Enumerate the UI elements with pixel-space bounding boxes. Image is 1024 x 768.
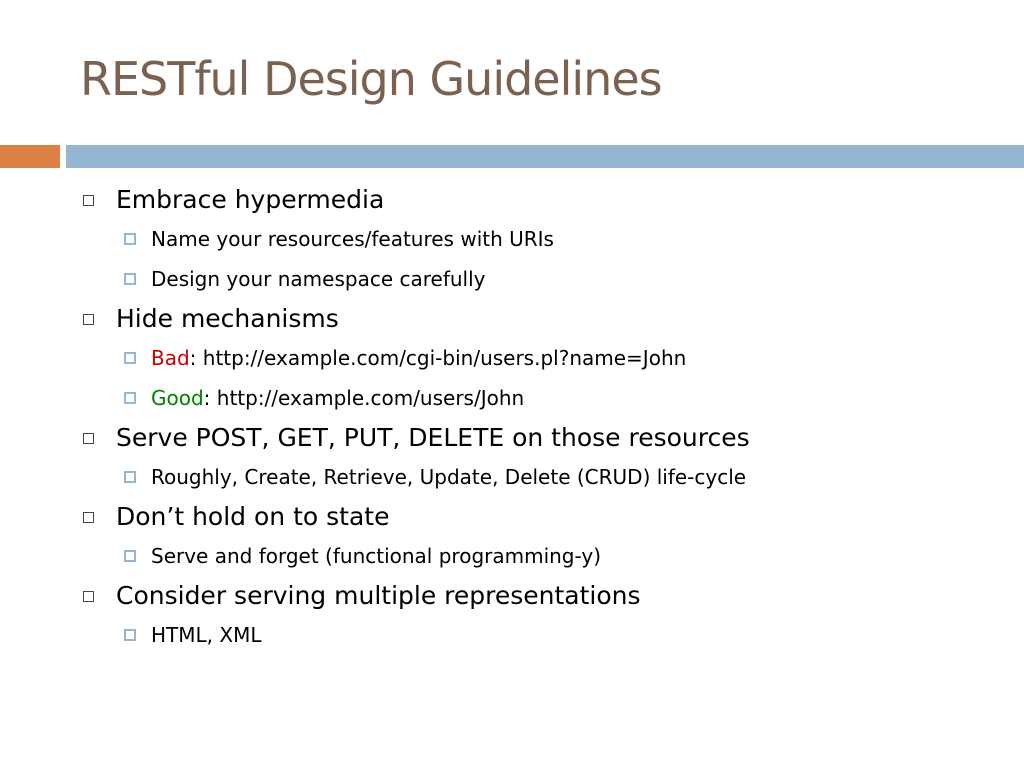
bullet-text: Consider serving multiple representations: [116, 581, 641, 610]
bullet-text: Serve POST, GET, PUT, DELETE on those resources: [116, 423, 750, 452]
sub-bullet: [80, 259, 1010, 299]
good-label: Good: [151, 386, 204, 410]
sub-bullet-bad-example: [80, 338, 1010, 378]
square-bullet-icon: [124, 273, 136, 285]
square-bullet-icon: [124, 233, 136, 245]
accent-bar-orange: [0, 145, 60, 168]
sub-bullet-text: Design your namespace carefully: [151, 267, 486, 291]
bullet-serve-methods: [80, 418, 1010, 457]
sub-bullet-text: Name your resources/features with URIs: [151, 227, 554, 251]
bad-label: Bad: [151, 346, 190, 370]
bad-example-url: : http://example.com/cgi-bin/users.pl?name=John: [189, 346, 687, 370]
sub-bullet-text: Roughly, Create, Retrieve, Update, Delete (CRUD) life-cycle: [151, 465, 747, 489]
sub-bullet-text: Serve and forget (functional programming-y): [151, 544, 602, 568]
square-bullet-icon: [124, 629, 136, 641]
slide-title: RESTful Design Guidelines: [80, 52, 662, 106]
bullet-hide-mechanisms: [80, 299, 1010, 338]
sub-bullet-text: HTML, XML: [151, 623, 262, 647]
accent-bar-blue: [66, 145, 1024, 168]
hollow-square-bullet-icon: [83, 195, 94, 206]
sub-bullet-good-example: [80, 378, 1010, 418]
bullet-text: Embrace hypermedia: [116, 185, 385, 214]
bullet-stateless: [80, 497, 1010, 536]
sub-bullet: [80, 615, 1010, 655]
hollow-square-bullet-icon: [83, 512, 94, 523]
square-bullet-icon: [124, 471, 136, 483]
sub-bullet: [80, 219, 1010, 259]
hollow-square-bullet-icon: [83, 591, 94, 602]
good-example-url: : http://example.com/users/John: [203, 386, 525, 410]
bullet-list: [80, 180, 1010, 655]
square-bullet-icon: [124, 550, 136, 562]
sub-bullet: [80, 536, 1010, 576]
hollow-square-bullet-icon: [83, 433, 94, 444]
square-bullet-icon: [124, 352, 136, 364]
bullet-text: Don’t hold on to state: [116, 502, 390, 531]
sub-bullet: [80, 457, 1010, 497]
bullet-text: Hide mechanisms: [116, 304, 339, 333]
square-bullet-icon: [124, 392, 136, 404]
bullet-representations: [80, 576, 1010, 615]
hollow-square-bullet-icon: [83, 314, 94, 325]
bullet-embrace-hypermedia: [80, 180, 1010, 219]
